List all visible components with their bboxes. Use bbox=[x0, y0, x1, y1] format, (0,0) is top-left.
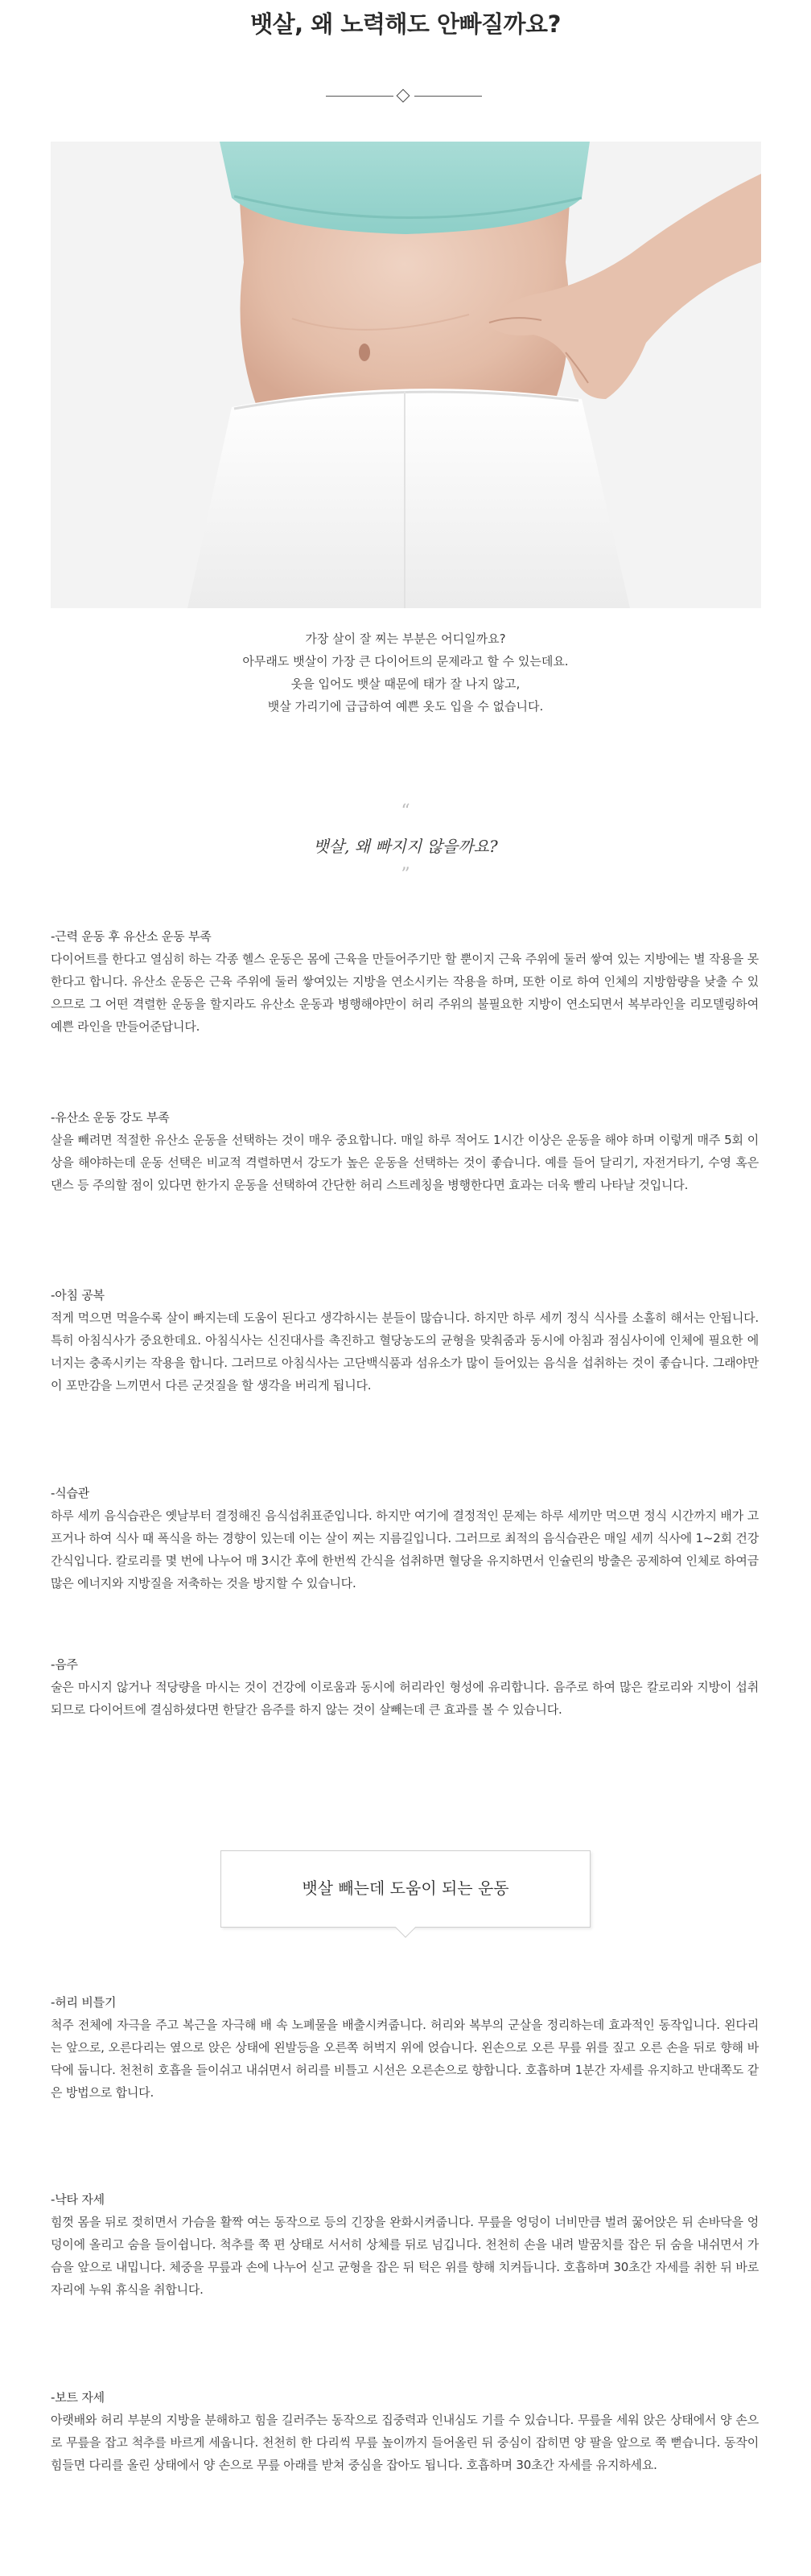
pull-quote bbox=[0, 803, 811, 884]
exercise-title: -허리 비틀기 bbox=[51, 1995, 117, 2010]
exercise-body: 아랫배와 허리 부분의 지방을 분해하고 힘을 길러주는 동작으로 집중력과 인내심도 기를 수 있습니다. 무릎을 세워 앉은 상태에서 양 손으로 무릎을 잡고 척추를 바르게 세웁니다. 천천히 한 다리씩 무릎 높이까지 들어올린 뒤 중심이 잡히면 양 팔을 앞으로 쭉 뻗습니다. 동작이 힘들면 다리를 올린 상태에서 양 손으로 무릎 아래를 받쳐 중심을 잡아도 됩니다. 호흡하며 30초간 자세를 유지하세요. bbox=[51, 2413, 759, 2472]
quote-text: 뱃살, 왜 빠지지 않을까요? bbox=[313, 837, 498, 856]
intro-paragraph bbox=[0, 628, 811, 718]
woman-pinching-belly-fat-photo-icon bbox=[51, 142, 761, 608]
section-heading: -음주 bbox=[51, 1657, 78, 1672]
section-body: 적게 먹으면 먹을수록 살이 빠지는데 도움이 된다고 생각하시는 분들이 많습니다. 하지만 하루 세끼 정식 식사를 소홀히 해서는 안됩니다. 특히 아침식사가 중요한데요. 아침식사는 신진대사를 촉진하고 혈당농도의 균형을 맞춰줌과 동시에 아침과 점심사이에 인체에 필요한 에너지는 충족시키는 작용을 합니다. 그러므로 아침식사는 고단백식품과 섬유소가 많이 들어있는 음식을 섭취하는 것이 좋습니다. 그래야만이 포만감을 느끼면서 다른 군것질을 할 생각을 버리게 됩니다. bbox=[51, 1311, 759, 1393]
divider-line-right bbox=[414, 96, 482, 97]
cause-section bbox=[51, 1482, 759, 1595]
intro-line: 가장 살이 잘 찌는 부분은 어디일까요? bbox=[305, 632, 506, 646]
exercise-body: 힘껏 몸을 뒤로 젖히면서 가슴을 활짝 여는 동작으로 등의 긴장을 완화시켜줍니다. 무릎을 엉덩이 너비만큼 벌려 꿇어앉은 뒤 손바닥을 엉덩이에 올리고 숨을 들이쉽니다. 척추를 쭉 편 상태로 서서히 상체를 뒤로 넘깁니다. 천천히 손을 내려 발꿈치를 잡은 뒤 숨을 내쉬면서 가슴을 앞으로 내밉니다. 체중을 무릎과 손에 나누어 싣고 균형을 잡은 뒤 턱은 위를 향해 치켜듭니다. 호흡하며 30초간 자세를 취한 뒤 바로 자리에 누워 휴식을 취합니다. bbox=[51, 2215, 759, 2297]
exercise-title: -낙타 자세 bbox=[51, 2192, 105, 2207]
cause-section bbox=[51, 1284, 759, 1397]
speech-tail-icon bbox=[395, 1917, 415, 1937]
close-quote-icon: ” bbox=[401, 865, 410, 885]
exercise-title: -보트 자세 bbox=[51, 2390, 105, 2405]
section-body: 다이어트를 한다고 열심히 하는 각종 헬스 운동은 몸에 근육을 만들어주기만 할 뿐이지 근육 주위에 둘러 쌓여 있는 지방에는 별 작용을 못한다고 합니다. 유산소 운동은 근육 주위에 둘러 쌓여있는 지방을 연소시키는 작용을 하며, 또한 이로 하여 인체의 지방함량을 낮출 수 있으므로 그 어떤 격렬한 운동을 할지라도 유산소 운동과 병행해야만이 허리 주위의 불필요한 지방이 연소되면서 복부라인을 리모델링하여 예쁜 라인을 만들어준답니다. bbox=[51, 952, 759, 1034]
diamond-icon bbox=[397, 89, 410, 103]
title-divider bbox=[326, 90, 482, 103]
section-heading: -아침 공복 bbox=[51, 1288, 105, 1302]
section-body: 하루 세끼 음식습관은 옛날부터 결정해진 음식섭취표준입니다. 하지만 여기에 결정적인 문제는 하루 세끼만 먹으면 정식 시간까지 배가 고프거나 하여 식사 때 폭식을 하는 경향이 있는데 이는 살이 찌는 지름길입니다. 그러므로 최적의 음식습관은 매일 세끼 식사에 1~2회 건강간식입니다. 칼로리를 몇 번에 나누어 매 3시간 후에 한번씩 간식을 섭취하면 혈당을 유지하면서 인슐린의 방출은 공제하여 인체로 하여금 많은 에너지와 지방질을 저축하는 것을 방지할 수 있습니다. bbox=[51, 1508, 759, 1590]
open-quote-icon: “ bbox=[401, 801, 410, 821]
divider-line-left bbox=[326, 96, 393, 97]
intro-line: 아무래도 뱃살이 가장 큰 다이어트의 문제라고 할 수 있는데요. bbox=[242, 654, 569, 669]
section-heading: -유산소 운동 강도 부족 bbox=[51, 1110, 170, 1125]
cause-section bbox=[51, 925, 759, 1038]
exercise-section bbox=[51, 2386, 759, 2476]
exercise-heading: 뱃살 빼는데 도움이 되는 운동 bbox=[302, 1879, 509, 1898]
exercise-section bbox=[51, 2188, 759, 2301]
section-heading: -근력 운동 후 유산소 운동 부족 bbox=[51, 929, 212, 944]
page-title: 뱃살, 왜 노력해도 안빠질까요? bbox=[250, 10, 561, 38]
exercise-heading-box bbox=[220, 1850, 591, 1928]
section-body: 살을 빼려면 적절한 유산소 운동을 선택하는 것이 매우 중요합니다. 매일 하루 적어도 1시간 이상은 운동을 해야 하며 이렇게 매주 5회 이상을 해야하는데 운동 선택은 비교적 격렬하면서 강도가 높은 운동을 선택하는 것이 좋습니다. 예를 들어 달리기, 자전거타기, 수영 혹은 댄스 등 주의할 점이 있다면 한가지 운동을 선택하여 간단한 허리 스트레칭을 병행한다면 효과는 더욱 빨리 나타날 것입니다. bbox=[51, 1133, 759, 1192]
exercise-body: 척주 전체에 자극을 주고 복근을 자극해 배 속 노폐물을 배출시켜줍니다. 허리와 복부의 군살을 정리하는데 효과적인 동작입니다. 왼다리는 앞으로, 오른다리는 옆으로 앉은 상태에 왼발등을 오른쪽 허벅지 위에 얹습니다. 왼손으로 오른 무릎 위를 짚고 오른 손을 뒤로 향해 바닥에 둡니다. 천천히 호흡을 들이쉬고 내쉬면서 허리를 비틀고 시선은 오른손으로 향합니다. 호흡하며 1분간 자세를 유지하고 반대쪽도 같은 방법으로 합니다. bbox=[51, 2018, 759, 2100]
hero-image bbox=[51, 142, 761, 608]
cause-section bbox=[51, 1106, 759, 1196]
section-body: 술은 마시지 않거나 적당량을 마시는 것이 건강에 이로움과 동시에 허리라인 형성에 유리합니다. 음주로 하여 많은 칼로리와 지방이 섭취되므로 다이어트에 결심하셨다면 한달간 음주를 하지 않는 것이 살빼는데 큰 효과를 볼 수 있습니다. bbox=[51, 1680, 759, 1717]
exercise-section bbox=[51, 1991, 759, 2104]
section-heading: -식습관 bbox=[51, 1486, 90, 1500]
intro-line: 뱃살 가리기에 급급하여 예쁜 옷도 입을 수 없습니다. bbox=[267, 699, 544, 714]
intro-line: 옷을 입어도 뱃살 때문에 태가 잘 나지 않고, bbox=[290, 677, 521, 691]
cause-section bbox=[51, 1653, 759, 1721]
